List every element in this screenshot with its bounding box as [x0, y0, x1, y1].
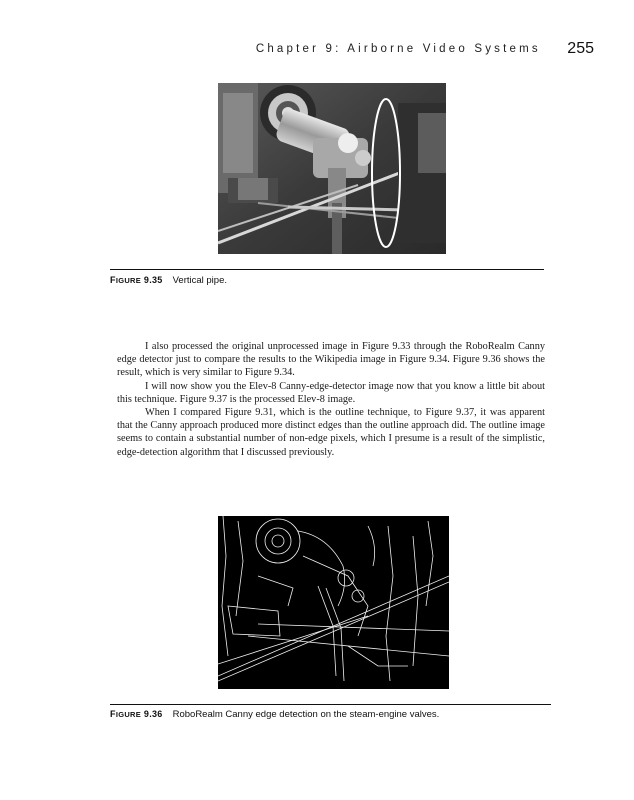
page-number: 255: [567, 40, 594, 57]
figure-9-36-caption: [110, 709, 439, 720]
body-text: [117, 340, 545, 459]
chapter-title: Chapter 9: Airborne Video Systems: [255, 43, 541, 55]
figure-9-35-caption: [110, 275, 227, 286]
figure-9-36-edge-image: [218, 516, 449, 689]
figure-9-36-rule: [110, 704, 551, 705]
steam-engine-photo: [218, 83, 446, 254]
figure-label: FIGURE 9.36: [110, 709, 163, 719]
paragraph: I will now show you the Elev-8 Canny-edge-detector image now that you know a little bit about this technique. Figure 9.37 is the processed Elev-8 image.: [117, 380, 545, 405]
figure-9-35-rule: [110, 269, 544, 270]
paragraph: When I compared Figure 9.31, which is the outline technique, to Figure 9.37, it was apparent that the Canny approach produced more distinct edges than the outline approach did. The outline image seems to contain a substantial number of non-edge pixels, which I presume is a result of the simplistic, edge-detection algorithm that I discussed previously.: [117, 407, 545, 458]
caption-text: Vertical pipe.: [172, 275, 228, 286]
canny-edge-image: [218, 516, 449, 689]
figure-9-35-photo: [218, 83, 446, 254]
paragraph: I also processed the original unprocessed image in Figure 9.33 through the RoboRealm Canny edge detector just to compare the results to the Wikipedia image in Figure 9.34. Figure 9.36 shows the result, which is very similar to Figure 9.34.: [117, 341, 545, 379]
figure-label: FIGURE 9.35: [110, 275, 163, 285]
caption-text: RoboRealm Canny edge detection on the steam-engine valves.: [172, 709, 440, 720]
running-head: [60, 40, 594, 58]
